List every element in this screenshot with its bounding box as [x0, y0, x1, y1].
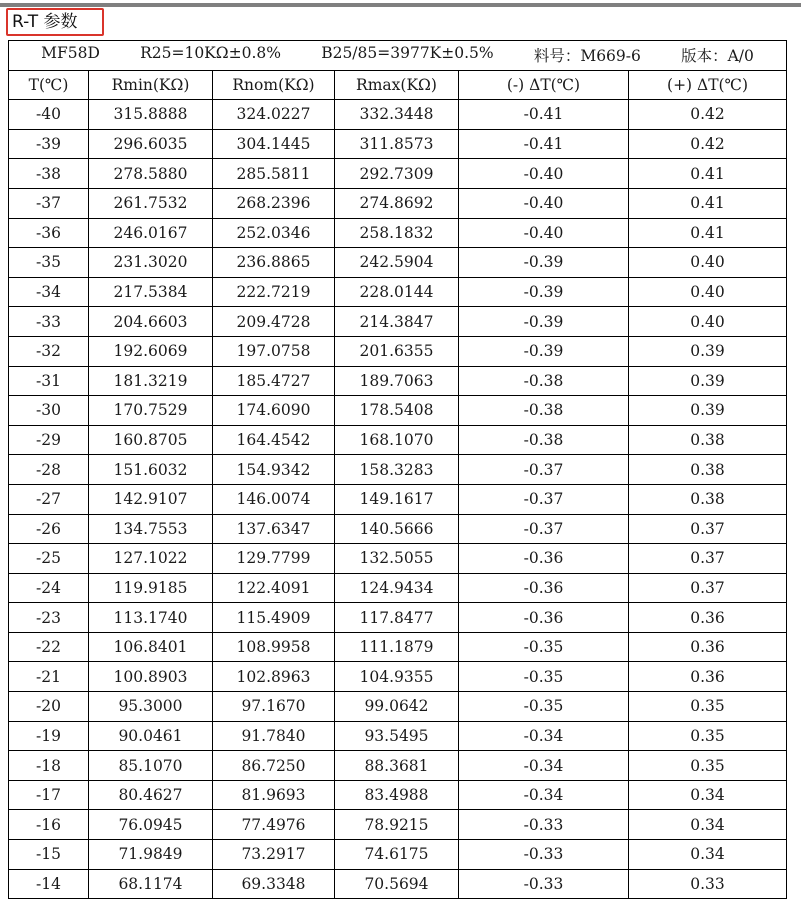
cell-rnom: 81.9693	[213, 780, 335, 810]
table-row	[9, 869, 787, 899]
cell-rmin: 170.7529	[89, 396, 213, 426]
header-row	[9, 70, 787, 100]
cell-temp: -14	[9, 869, 89, 899]
cell-rmin: 315.8888	[89, 100, 213, 130]
cell-rmin: 217.5384	[89, 277, 213, 307]
cell-dt-plus: 0.38	[629, 484, 787, 514]
col-header-temp: T(℃)	[9, 70, 89, 100]
cell-temp: -29	[9, 425, 89, 455]
cell-dt-plus: 0.36	[629, 603, 787, 633]
cell-rmax: 258.1832	[335, 218, 459, 248]
table-row	[9, 307, 787, 337]
cell-dt-minus: -0.36	[459, 544, 629, 574]
cell-rmax: 168.1070	[335, 425, 459, 455]
cell-rmax: 93.5495	[335, 721, 459, 751]
cell-rmin: 71.9849	[89, 840, 213, 870]
cell-rmin: 134.7553	[89, 514, 213, 544]
cell-rmax: 201.6355	[335, 336, 459, 366]
cell-dt-plus: 0.40	[629, 307, 787, 337]
cell-dt-minus: -0.36	[459, 573, 629, 603]
table-row	[9, 632, 787, 662]
cell-dt-minus: -0.39	[459, 307, 629, 337]
cell-dt-plus: 0.40	[629, 277, 787, 307]
cell-dt-minus: -0.37	[459, 455, 629, 485]
cell-dt-minus: -0.35	[459, 662, 629, 692]
cell-dt-minus: -0.39	[459, 277, 629, 307]
cell-rmax: 228.0144	[335, 277, 459, 307]
cell-rnom: 222.7219	[213, 277, 335, 307]
cell-dt-minus: -0.37	[459, 484, 629, 514]
cell-dt-plus: 0.37	[629, 573, 787, 603]
table-row	[9, 336, 787, 366]
cell-rmax: 104.9355	[335, 662, 459, 692]
cell-temp: -32	[9, 336, 89, 366]
cell-temp: -16	[9, 810, 89, 840]
cell-rmin: 246.0167	[89, 218, 213, 248]
cell-rnom: 91.7840	[213, 721, 335, 751]
cell-dt-plus: 0.34	[629, 780, 787, 810]
table-row	[9, 484, 787, 514]
cell-rnom: 73.2917	[213, 840, 335, 870]
cell-rnom: 185.4727	[213, 366, 335, 396]
cell-dt-plus: 0.41	[629, 188, 787, 218]
cell-dt-minus: -0.36	[459, 603, 629, 633]
cell-rnom: 102.8963	[213, 662, 335, 692]
cell-rmax: 158.3283	[335, 455, 459, 485]
section-title: R-T 参数	[6, 8, 104, 36]
col-header-rmin: Rmin(KΩ)	[89, 70, 213, 100]
table-row	[9, 662, 787, 692]
cell-rmax: 117.8477	[335, 603, 459, 633]
col-header-rnom: Rnom(KΩ)	[213, 70, 335, 100]
cell-dt-minus: -0.40	[459, 159, 629, 189]
cell-temp: -22	[9, 632, 89, 662]
table-row	[9, 396, 787, 426]
table-row	[9, 129, 787, 159]
cell-rmax: 292.7309	[335, 159, 459, 189]
table-row	[9, 455, 787, 485]
cell-temp: -28	[9, 455, 89, 485]
cell-dt-plus: 0.34	[629, 840, 787, 870]
table-row	[9, 100, 787, 130]
cell-rnom: 197.0758	[213, 336, 335, 366]
cell-rmin: 127.1022	[89, 544, 213, 574]
cell-dt-plus: 0.35	[629, 721, 787, 751]
cell-rmax: 178.5408	[335, 396, 459, 426]
top-divider	[0, 3, 801, 7]
spec-r25: R25=10KΩ±0.8%	[140, 44, 281, 63]
table-row	[9, 573, 787, 603]
cell-dt-minus: -0.34	[459, 721, 629, 751]
cell-rnom: 137.6347	[213, 514, 335, 544]
cell-rnom: 236.8865	[213, 248, 335, 278]
cell-rmax: 189.7063	[335, 366, 459, 396]
table-row	[9, 277, 787, 307]
cell-temp: -40	[9, 100, 89, 130]
cell-rmin: 296.6035	[89, 129, 213, 159]
cell-temp: -20	[9, 692, 89, 722]
cell-temp: -39	[9, 129, 89, 159]
cell-dt-minus: -0.41	[459, 100, 629, 130]
cell-rmax: 132.5055	[335, 544, 459, 574]
cell-temp: -36	[9, 218, 89, 248]
cell-dt-minus: -0.38	[459, 396, 629, 426]
cell-dt-plus: 0.42	[629, 100, 787, 130]
cell-rnom: 115.4909	[213, 603, 335, 633]
cell-rnom: 108.9958	[213, 632, 335, 662]
cell-rmin: 106.8401	[89, 632, 213, 662]
cell-rmax: 140.5666	[335, 514, 459, 544]
cell-temp: -38	[9, 159, 89, 189]
cell-rmin: 90.0461	[89, 721, 213, 751]
cell-rmin: 192.6069	[89, 336, 213, 366]
cell-temp: -17	[9, 780, 89, 810]
cell-dt-plus: 0.35	[629, 751, 787, 781]
cell-temp: -26	[9, 514, 89, 544]
spec-model: MF58D	[41, 44, 100, 63]
cell-dt-plus: 0.35	[629, 692, 787, 722]
cell-rmax: 74.6175	[335, 840, 459, 870]
cell-dt-minus: -0.38	[459, 425, 629, 455]
cell-rnom: 86.7250	[213, 751, 335, 781]
cell-rmin: 278.5880	[89, 159, 213, 189]
cell-rnom: 97.1670	[213, 692, 335, 722]
cell-rmax: 83.4988	[335, 780, 459, 810]
cell-rmax: 242.5904	[335, 248, 459, 278]
cell-dt-plus: 0.41	[629, 159, 787, 189]
col-header-rmax: Rmax(KΩ)	[335, 70, 459, 100]
cell-rmax: 78.9215	[335, 810, 459, 840]
cell-temp: -33	[9, 307, 89, 337]
table-row	[9, 692, 787, 722]
cell-rmin: 231.3020	[89, 248, 213, 278]
cell-rnom: 209.4728	[213, 307, 335, 337]
cell-dt-minus: -0.40	[459, 188, 629, 218]
cell-rmin: 113.1740	[89, 603, 213, 633]
cell-rnom: 285.5811	[213, 159, 335, 189]
cell-dt-minus: -0.34	[459, 780, 629, 810]
table-row	[9, 840, 787, 870]
cell-rmin: 204.6603	[89, 307, 213, 337]
cell-temp: -27	[9, 484, 89, 514]
cell-dt-minus: -0.33	[459, 810, 629, 840]
cell-rnom: 304.1445	[213, 129, 335, 159]
cell-dt-plus: 0.38	[629, 455, 787, 485]
cell-temp: -35	[9, 248, 89, 278]
cell-rnom: 77.4976	[213, 810, 335, 840]
cell-temp: -18	[9, 751, 89, 781]
cell-temp: -25	[9, 544, 89, 574]
cell-temp: -30	[9, 396, 89, 426]
cell-rnom: 324.0227	[213, 100, 335, 130]
table-row	[9, 603, 787, 633]
spec-version: 版本：A/0	[681, 47, 754, 66]
cell-dt-minus: -0.34	[459, 751, 629, 781]
cell-rmax: 214.3847	[335, 307, 459, 337]
cell-rmin: 80.4627	[89, 780, 213, 810]
cell-dt-plus: 0.41	[629, 218, 787, 248]
cell-rmin: 160.8705	[89, 425, 213, 455]
cell-rmax: 88.3681	[335, 751, 459, 781]
cell-dt-plus: 0.36	[629, 632, 787, 662]
table-row	[9, 218, 787, 248]
cell-rmin: 68.1174	[89, 869, 213, 899]
cell-rnom: 252.0346	[213, 218, 335, 248]
cell-dt-plus: 0.39	[629, 336, 787, 366]
cell-dt-minus: -0.33	[459, 869, 629, 899]
cell-dt-plus: 0.33	[629, 869, 787, 899]
cell-rmax: 274.8692	[335, 188, 459, 218]
cell-dt-plus: 0.36	[629, 662, 787, 692]
rt-table	[8, 40, 787, 899]
cell-dt-minus: -0.40	[459, 218, 629, 248]
cell-rmax: 311.8573	[335, 129, 459, 159]
spec-b-value: B25/85=3977K±0.5%	[321, 44, 494, 63]
table-row	[9, 248, 787, 278]
cell-rnom: 146.0074	[213, 484, 335, 514]
cell-temp: -37	[9, 188, 89, 218]
cell-rmin: 181.3219	[89, 366, 213, 396]
cell-rmax: 99.0642	[335, 692, 459, 722]
cell-temp: -23	[9, 603, 89, 633]
table-row	[9, 721, 787, 751]
table-row	[9, 514, 787, 544]
table-row	[9, 780, 787, 810]
cell-rmax: 70.5694	[335, 869, 459, 899]
cell-rmin: 119.9185	[89, 573, 213, 603]
cell-rnom: 129.7799	[213, 544, 335, 574]
cell-dt-plus: 0.39	[629, 366, 787, 396]
col-header-dt-plus: (+) ΔT(℃)	[629, 70, 787, 100]
cell-rmin: 261.7532	[89, 188, 213, 218]
cell-dt-plus: 0.38	[629, 425, 787, 455]
cell-dt-minus: -0.39	[459, 336, 629, 366]
col-header-dt-minus: (-) ΔT(℃)	[459, 70, 629, 100]
spec-row	[9, 41, 787, 71]
table-row	[9, 425, 787, 455]
cell-dt-plus: 0.40	[629, 248, 787, 278]
table-row	[9, 159, 787, 189]
spec-part-no: 料号：M669-6	[533, 47, 641, 66]
cell-dt-plus: 0.34	[629, 810, 787, 840]
cell-rmin: 142.9107	[89, 484, 213, 514]
spec-cell	[9, 41, 787, 71]
cell-dt-plus: 0.37	[629, 514, 787, 544]
cell-rnom: 164.4542	[213, 425, 335, 455]
cell-rmin: 95.3000	[89, 692, 213, 722]
cell-rnom: 174.6090	[213, 396, 335, 426]
table-row	[9, 188, 787, 218]
cell-temp: -24	[9, 573, 89, 603]
cell-temp: -34	[9, 277, 89, 307]
cell-rmin: 151.6032	[89, 455, 213, 485]
cell-rmax: 111.1879	[335, 632, 459, 662]
cell-rmax: 124.9434	[335, 573, 459, 603]
cell-rmin: 100.8903	[89, 662, 213, 692]
cell-rnom: 268.2396	[213, 188, 335, 218]
cell-dt-minus: -0.35	[459, 632, 629, 662]
cell-rmax: 332.3448	[335, 100, 459, 130]
cell-temp: -21	[9, 662, 89, 692]
cell-dt-plus: 0.39	[629, 396, 787, 426]
cell-dt-minus: -0.38	[459, 366, 629, 396]
table-row	[9, 751, 787, 781]
cell-temp: -31	[9, 366, 89, 396]
cell-dt-minus: -0.39	[459, 248, 629, 278]
cell-temp: -15	[9, 840, 89, 870]
cell-dt-plus: 0.42	[629, 129, 787, 159]
cell-rmin: 85.1070	[89, 751, 213, 781]
cell-dt-plus: 0.37	[629, 544, 787, 574]
cell-dt-minus: -0.37	[459, 514, 629, 544]
cell-rmin: 76.0945	[89, 810, 213, 840]
table-row	[9, 810, 787, 840]
table-row	[9, 544, 787, 574]
cell-rnom: 122.4091	[213, 573, 335, 603]
cell-dt-minus: -0.35	[459, 692, 629, 722]
cell-temp: -19	[9, 721, 89, 751]
cell-rnom: 154.9342	[213, 455, 335, 485]
cell-rmax: 149.1617	[335, 484, 459, 514]
cell-rnom: 69.3348	[213, 869, 335, 899]
table-row	[9, 366, 787, 396]
cell-dt-minus: -0.41	[459, 129, 629, 159]
cell-dt-minus: -0.33	[459, 840, 629, 870]
